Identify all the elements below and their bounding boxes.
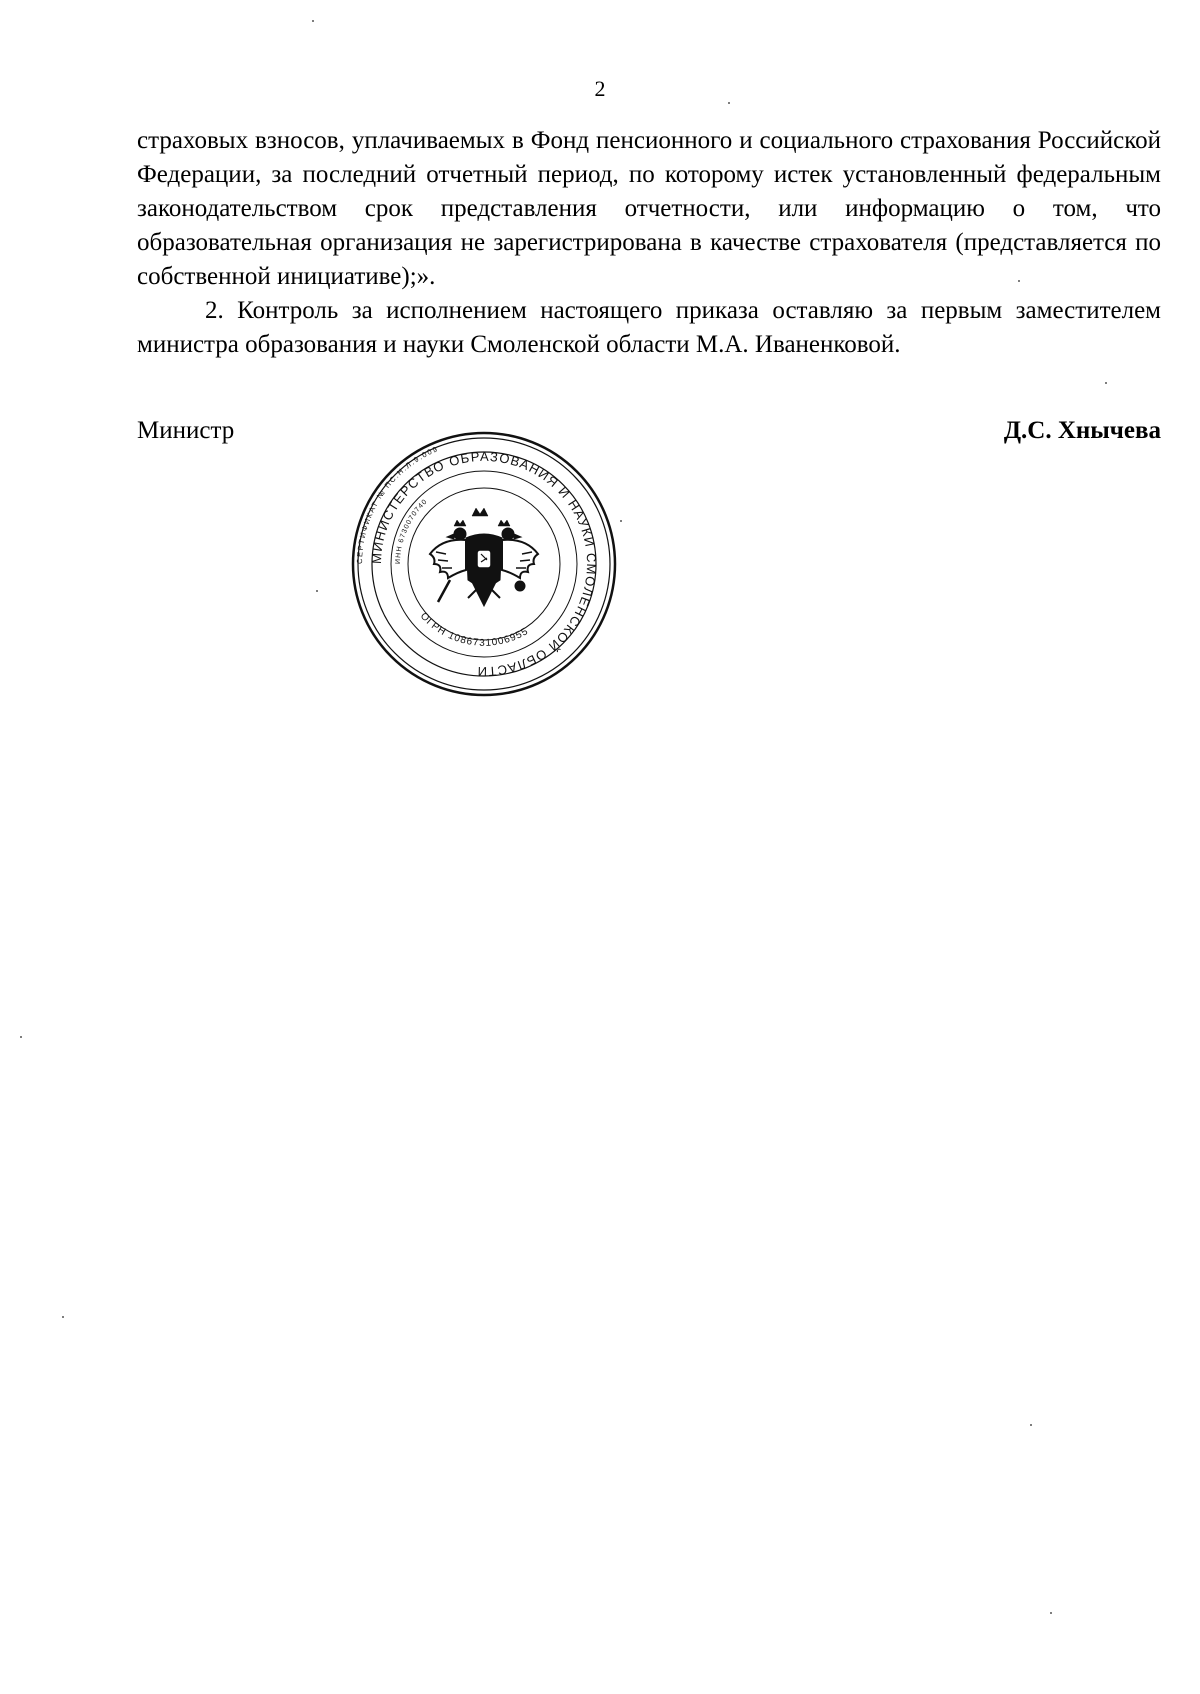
official-seal-stamp xyxy=(350,430,618,698)
paragraph-control-clause: 2. Контроль за исполнением настоящего приказа оставляю за первым заместителем министра образования и науки Смоленской области М.А. Иваненковой. xyxy=(137,297,1161,358)
scan-speck xyxy=(1030,1424,1032,1426)
scan-speck xyxy=(728,102,730,104)
document-body xyxy=(137,124,1161,362)
scan-speck xyxy=(1105,382,1107,384)
page-number: 2 xyxy=(594,76,606,101)
scan-speck xyxy=(316,590,318,592)
scan-speck xyxy=(620,520,622,522)
signature-name: Д.С. Хнычева xyxy=(1003,417,1161,444)
seal-icon xyxy=(350,430,618,698)
paragraph-continuation: страховых взносов, уплачиваемых в Фонд пенсионного и социального страхования Российской Федерации, за последний отчетный период, по которому истек установленный федеральным законодательством срок представления отчетности, или информацию о том, что образовательная организация не зарегистрирована в качестве страхователя (представляется по собственной инициативе);». xyxy=(137,127,1161,290)
signature-title: Министр xyxy=(137,417,235,444)
scan-speck xyxy=(312,20,314,22)
scan-speck xyxy=(1050,1612,1052,1614)
seal-middle-text: МИНИСТЕРСТВО ОБРАЗОВАНИЯ И НАУКИ СМОЛЕНСКОЙ ОБЛАСТИ xyxy=(368,448,600,680)
seal-inner-text: ИНН 6730070740 xyxy=(394,497,430,565)
scan-speck xyxy=(62,1316,64,1318)
scan-speck xyxy=(20,1036,22,1038)
seal-ogrn-text: ОГРН 1086731006955 xyxy=(417,610,531,649)
double-headed-eagle-emblem xyxy=(430,508,538,606)
scan-speck xyxy=(1018,280,1020,282)
seal-outer-text: СЕРТИФИКАТ № ПС.Н.Л.9.009 xyxy=(354,444,440,565)
